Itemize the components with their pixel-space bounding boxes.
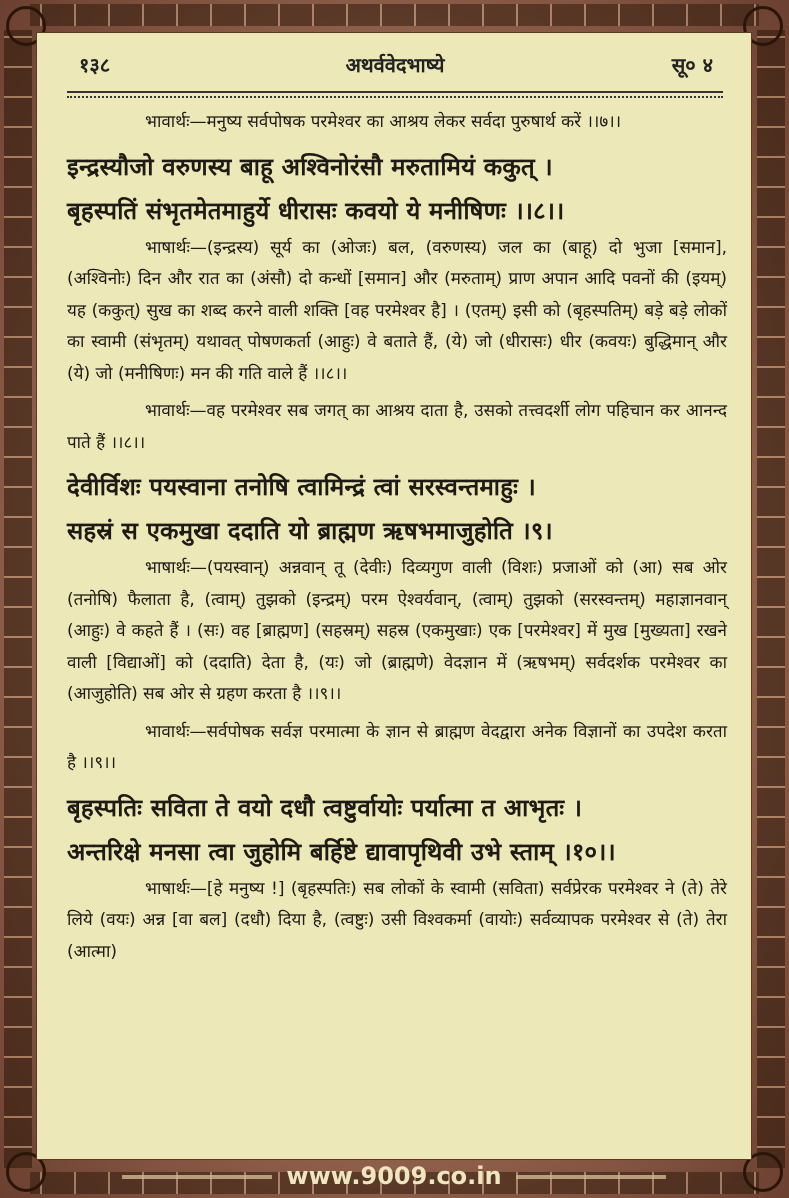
border-left-ornament [4, 30, 32, 1168]
book-title: अथर्ववेदभाष्ये [345, 53, 445, 77]
commentary-paragraph: भाषार्थः—(इन्द्रस्य) सूर्य का (ओजः) बल, (वरुणस्य) जल का (बाहू) दो भुजा [समान], (अश्विनोः) दिन और रात का (अंसौ) दो कन्धों [समान] और (मरुताम्) प्राण अपान आदि पवनों की (इयम्) यह (ककुत्) सुख का शब्द करने वाली शक्ति [वह परमेश्वर है] । (एतम्) इसी को (बृहस्पतिम्) बड़े बड़े लोकों का स्वामी (संभृतम्) यथावत् पोषणकर्ता (आहुः) वे बताते हैं, (ये) जो (धीरासः) धीर (कवयः) बुद्धिमान् और (ये) जो (मनीषिणः) मन की गति वाले हैं ।।८।। [67, 237, 728, 384]
commentary-paragraph: भाषार्थः—[हे मनुष्य !] (बृहस्पतिः) सब लोकों के स्वामी (सविता) सर्वप्रेरक परमेश्वर ने (ते) तेरे लिये (वयः) अन्न [वा बल] (दधौ) दिया है, (त्वष्टुः) उसी विश्वकर्मा (वायोः) सर्वव्यापक परमेश्वर से (ते) तेरा (आत्मा) [67, 878, 727, 962]
page-header [37, 51, 753, 81]
commentary-paragraph: भाषार्थः—(पयस्वान्) अन्नवान् तू (देवीः) दिव्यगुण वाली (विशः) प्रजाओं को (आ) सब ओर (तनोषि) फैलाता है, (त्वाम्) तुझको (इन्द्रम्) परम ऐश्वर्यवान्, (त्वाम्) तुझको (सरस्वन्तम्) महाज्ञानवान् (आहुः) वे कहते हैं । (सः) वह [ब्राह्मण] (सहस्रम्) सहस्र (एकमुखाः) एक [परमेश्वर] में मुख [मुख्यता] रखने वाली [विद्याओं] को (ददाति) देता है, (यः) जो (ब्राह्मणे) वेदज्ञान में (ऋषभम्) सर्वदर्शक परमेश्वर का (आजुहोति) सब ओर से ग्रहण करता है ।।९।। [67, 558, 727, 704]
mantra-verse: बृहस्पतिः सविता ते वयो दधौ त्वष्टुर्वायोः पर्यात्मा त आभृतः । [67, 793, 583, 822]
mantra-verse: सहस्रं स एकमुखा ददाति यो ब्राह्मण ऋषभमाजुहोति ।९। [67, 517, 553, 545]
website-url[interactable]: www.9009.co.in [286, 1162, 502, 1190]
border-top-ornament [30, 4, 759, 26]
footer-ornament-right [516, 1175, 666, 1179]
page-number: १३८ [79, 53, 111, 77]
mantra-verse: बृहस्पतिं संभृतमेतमाहुर्ये धीरासः कवयो ये मनीषिणः ।।८।। [67, 196, 565, 225]
mantra-verse: अन्तरिक्षे मनसा त्वा जुहोमि बर्हिष्टे द्यावापृथिवी उभे स्ताम् ।१०।। [67, 837, 616, 866]
header-divider [67, 91, 723, 103]
commentary-paragraph: भावार्थः—वह परमेश्वर सब जगत् का आश्रय दाता है, उसको तत्त्वदर्शी लोग पहिचान कर आनन्द पाते हैं ।।८।। [67, 401, 727, 453]
commentary-paragraph: भावार्थः—मनुष्य सर्वपोषक परमेश्वर का आश्रय लेकर सर्वदा पुरुषार्थ करें ।।७।। [145, 112, 622, 132]
mantra-verse: देवीर्विशः पयस्वाना तनोषि त्वामिन्द्रं त्वां सरस्वन्तमाहुः । [67, 473, 536, 501]
footer-ornament-left [122, 1175, 272, 1179]
section-label: सू० ४ [671, 53, 713, 77]
border-right-ornament [757, 30, 785, 1168]
book-page [36, 32, 752, 1160]
commentary-paragraph: भावार्थः—सर्वपोषक सर्वज्ञ परमात्मा के ज्ञान से ब्राह्मण वेदद्वारा अनेक विज्ञानों का उपदेश करता है ।।९।। [67, 721, 727, 773]
mantra-verse: इन्द्रस्यौजो वरुणस्य बाहू अश्विनोरंसौ मरुतामियं ककुत् । [67, 152, 553, 181]
footer-bar [44, 1160, 744, 1192]
page-body [67, 107, 727, 974]
